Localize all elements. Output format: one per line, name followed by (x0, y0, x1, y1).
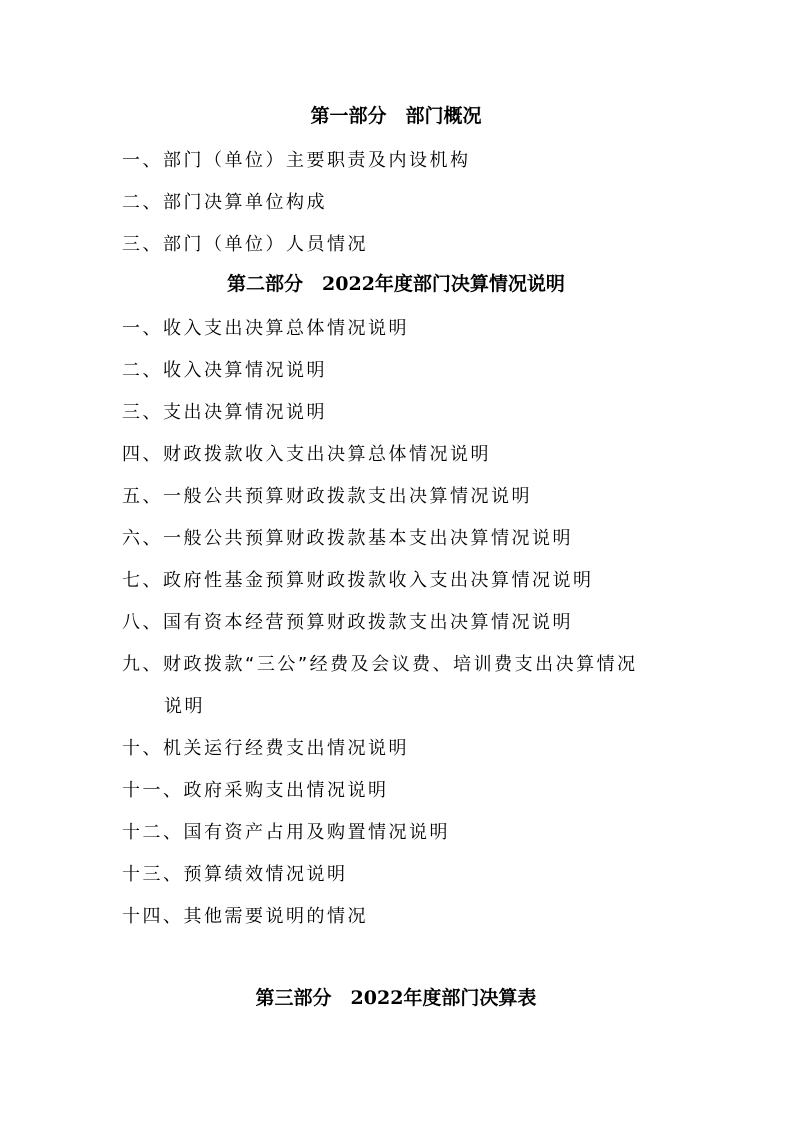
part2-item-1: 一、收入支出决算总体情况说明 (122, 318, 409, 339)
part2-item-10: 十、机关运行经费支出情况说明 (122, 738, 409, 759)
part2-item-9-continuation: 说明 (164, 696, 205, 717)
part2-item-13: 十三、预算绩效情况说明 (122, 864, 348, 885)
part3-heading: 第三部分 2022年度部门决算表 (255, 987, 537, 1009)
part1-item-2: 二、部门决算单位构成 (122, 192, 327, 213)
part2-item-8: 八、国有资本经营预算财政拨款支出决算情况说明 (122, 612, 573, 633)
part2-item-2: 二、收入决算情况说明 (122, 360, 327, 381)
part2-item-5: 五、一般公共预算财政拨款支出决算情况说明 (122, 486, 532, 507)
part2-item-7: 七、政府性基金预算财政拨款收入支出决算情况说明 (122, 570, 594, 591)
part2-item-12: 十二、国有资产占用及购置情况说明 (122, 822, 450, 843)
part2-item-6: 六、一般公共预算财政拨款基本支出决算情况说明 (122, 528, 573, 549)
part2-item-3: 三、支出决算情况说明 (122, 402, 327, 423)
part2-item-14: 十四、其他需要说明的情况 (122, 906, 368, 927)
part1-item-1: 一、部门（单位）主要职责及内设机构 (122, 150, 471, 171)
part2-item-9: 九、财政拨款“三公”经费及会议费、培训费支出决算情况 (122, 654, 638, 675)
part1-heading: 第一部分 部门概况 (310, 105, 482, 127)
part2-item-11: 十一、政府采购支出情况说明 (122, 780, 389, 801)
part1-item-3: 三、部门（单位）人员情况 (122, 234, 368, 255)
part2-item-4: 四、财政拨款收入支出决算总体情况说明 (122, 444, 491, 465)
part2-heading: 第二部分 2022年度部门决算情况说明 (227, 273, 565, 295)
